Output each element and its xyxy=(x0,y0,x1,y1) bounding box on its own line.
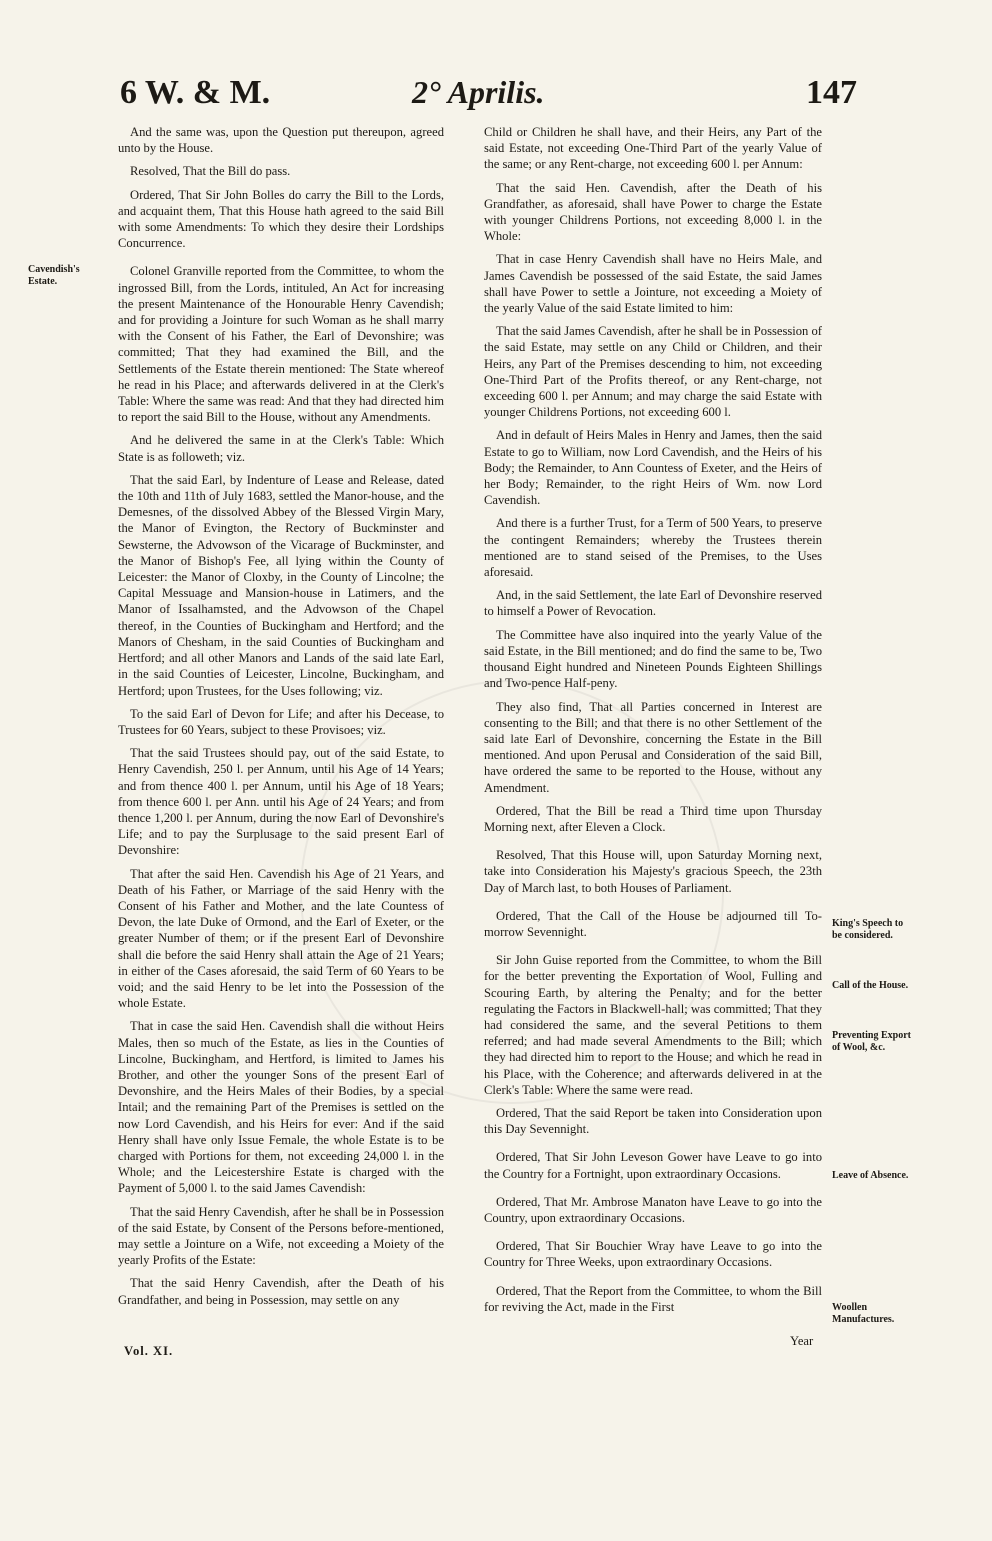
paragraph: That the said Henry Cavendish, after he shall be in Possession of the said Estate, by Consent of the Persons before-mentioned, may settle a Jointure on a Wife, not exceeding a Moiety of the yearly Profits of the Estate: xyxy=(118,1204,444,1268)
margin-note-call-house: Call of the House. xyxy=(832,980,909,991)
volume-footer: Vol. XI. xyxy=(124,1344,174,1358)
paragraph: That in case the said Hen. Cavendish shall die without Heirs Males, then so much of the Estate, as lies in the Counties of Lincolne, Buckingham, and Hertford, is limited to James his Brother, and other the younger Sons of the present Earl of Devonshire, and the Heirs Males of their Bodies, by a special Intail; and the remaining Part of the Premises is settled on the now Lord Cavendish, and his Heirs for ever: And if the said Henry shall have only Issue Female, the whole Estate is to be charged with Portions for them, not exceeding 24,000 l. in the Whole; and the Leicestershire Estate is charged with the Payment of 5,000 l. to the said James Cavendish: xyxy=(118,1019,444,1196)
paragraph: Resolved, That the Bill do pass. xyxy=(130,164,291,179)
paragraph: That the said Hen. Cavendish, after the Death of his Grandfather, as aforesaid, shall have Power to charge the Estate with younger Childrens Portions, not exceeding 8,000 l. in the Whole: xyxy=(484,180,822,244)
paragraph: That the said Henry Cavendish, after the Death of his Grandfather, and being in Possession, may settle on any xyxy=(118,1276,444,1307)
paragraph: That after the said Hen. Cavendish his Age of 21 Years, and Death of his Father, or Marriage of the said Henry with the Consent of his Father and Mother, and the late Countess of Devon, the late Duke of Ormond, and the Earl of Exeter, or the greater Number of them; or if the present Earl of Devonshire shall die before the said Henry shall attain the Age of 21 Years; in either of the Cases aforesaid, the said Term of 60 Years to be void; and the said Henry to be let into the Possession of the whole Estate. xyxy=(118,866,444,1011)
paragraph: And in default of Heirs Males in Henry and James, then the said Estate to go to William, now Lord Cavendish, and the Heirs of his Body; the Remainder, to Ann Countess of Exeter, and the Heirs of her Body; Remainder, to the right Heirs of Wm. now Lord Cavendish. xyxy=(484,428,822,508)
paragraph: Colonel Granville reported from the Committee, to whom the ingrossed Bill, from the Lords, intituled, An Act for increasing the present Maintenance of the Honourable Henry Cavendish; and for providing a Jointure for such Woman as he shall marry with the Consent of his Father, the Earl of Devonshire; was committed; That they had examined the Bill, and the Settlements of the Estate therein mentioned: The State whereof he read in his Place; and afterwards delivered in at the Clerk's Table: Where the same was read: And that they had directed him to report the said Bill to the House, without any Amendments. xyxy=(118,264,444,425)
paragraph: And he delivered the same in at the Clerk's Table: Which State is as followeth; viz. xyxy=(118,433,444,464)
paragraph: And, in the said Settlement, the late Earl of Devonshire reserved to himself a Power of Revocation. xyxy=(484,588,822,619)
page-header xyxy=(0,74,992,122)
margin-note-woollen: Woollen Manufactures. xyxy=(832,1302,895,1325)
catchword: Year xyxy=(790,1334,814,1348)
paragraph: Child or Children he shall have, and their Heirs, any Part of the said Estate, not exceeding One-Third Part of the yearly Value of the same; or any Rent-charge, not exceeding 600 l. per Annum: xyxy=(484,125,822,172)
paragraph: Ordered, That the Report from the Committee, to whom the Bill for reviving the Act, made in the First xyxy=(484,1283,822,1314)
paragraph: Resolved, That this House will, upon Saturday Morning next, take into Consideration his Majesty's gracious Speech, the 23th Day of March last, to both Houses of Parliament. xyxy=(484,848,822,895)
margin-note-wool: Preventing Export of Wool, &c. xyxy=(832,1030,911,1053)
paragraph: That in case Henry Cavendish shall have no Heirs Male, and James Cavendish be possessed of the said Estate, the said James shall have Power to settle a Jointure, not exceeding a Moiety of the yearly Value of the said Estate limited to him: xyxy=(484,252,822,316)
left-column xyxy=(118,124,444,1315)
paragraph: Ordered, That Mr. Ambrose Manaton have Leave to go into the Country, upon extraordinary Occasions. xyxy=(484,1194,822,1225)
paragraph: They also find, That all Parties concerned in Interest are consenting to the Bill; and that there is no other Settlement of the said late Earl of Devonshire, concerning the Estate in the Bill mentioned. And upon Perusal and Consideration of the said Bill, have ordered the same to be reported to the House, without any Amendment. xyxy=(484,699,822,795)
margin-note-kings-speech: King's Speech to be considered. xyxy=(832,918,904,941)
paragraph: That the said Earl, by Indenture of Lease and Release, dated the 10th and 11th of July 1683, settled the Manor-house, and the Demesnes, of the dissolved Abbey of the Blessed Virgin Mary, the Manor of Evington, the Rectory of Buckminster and Sewsterne, the Advowson of the Vicarage of Buckminster, and the Manor of Bishop's Fee, all lying within the County of Leicester: the Manor of Cloxby, in the County of Lincolne; the Capital Messuage and Mansion-house in Latimers, and the Manor of Issalhamsted, and the Advowson of the Chapel thereof, in the Counties of Buckingham and Hertford; and the Manors of Chesham, in the said Counties of Buckingham and Hertford; and all other Manors and Lands of the said late Earl, in the said Counties of Leicester, Lincolne, Buckingham, and Hertford; upon Trustees, for the Uses following; viz. xyxy=(118,472,444,698)
paragraph: Ordered, That the said Report be taken into Consideration upon this Day Sevennight. xyxy=(484,1105,822,1137)
paragraph: And there is a further Trust, for a Term of 500 Years, to preserve the contingent Remainders; whereby the Trustees therein mentioned are to stand seised of the Premises, to the Uses aforesaid. xyxy=(484,516,822,580)
regnal-year: 6 W. & M. xyxy=(120,74,271,111)
paragraph: Sir John Guise reported from the Committee, to whom the Bill for the better preventing the Exportation of Wool, Fulling and Scouring Earth, by altering the Penalty; and for the better regulating the Factors in Blackwell-hall; was committed; That they had considered the same, and the several Petitions to them referred; and had made several Amendments to the Bill; which they had directed him to report to the House; and which he read in his Place, with the Coherence; and afterwards delivered in at the Clerk's Table: Where the same were read. xyxy=(484,953,822,1097)
paragraph: That the said Trustees should pay, out of the said Estate, to Henry Cavendish, 250 l. per Annum, until his Age of 14 Years; and from thence 400 l. per Annum, until his Age of 18 Years; from thence 600 l. per Ann. until his Age of 24 Years; and from thence 1,200 l. per Annum, during the now Earl of Devonshire's Life; and to pay the Surplusage to the said present Earl of Devonshire: xyxy=(118,746,444,858)
paragraph: Ordered, That Sir John Bolles do carry the Bill to the Lords, and acquaint them, That this House hath agreed to the said Bill with some Amendments: To which they desire their Lordships Concurrence. xyxy=(118,187,444,251)
margin-note-cavendish: Cavendish's Estate. xyxy=(28,264,80,287)
paragraph: Ordered, That Sir John Leveson Gower have Leave to go into the Country for a Fortnight, upon extraordinary Occasions. xyxy=(484,1150,822,1181)
paragraph: Ordered, That the Call of the House be adjourned till To-morrow Sevennight. xyxy=(484,908,822,939)
page-number: 147 xyxy=(806,74,857,111)
right-column xyxy=(484,124,822,1322)
paragraph: That the said James Cavendish, after he shall be in Possession of the said Estate, may settle on any Child or Children, and their Heirs, any Part of the Premises descending to him, not exceeding One-Third Part of the Profits thereof, or any Rent-charge, not exceeding 600 l. per Annum; and may charge the said Estate with younger Childrens Portions, not exceeding 600 l. xyxy=(484,324,822,420)
paragraph: To the said Earl of Devon for Life; and after his Decease, to Trustees for 60 Years, subject to these Provisoes; viz. xyxy=(118,706,444,737)
margin-note-leave: Leave of Absence. xyxy=(832,1170,909,1181)
date-heading: 2° Aprilis. xyxy=(412,74,545,110)
paragraph: The Committee have also inquired into the yearly Value of the said Estate, in the Bill mentioned; and do find the same to be, Two thousand Eight hundred and Nineteen Pounds Eighteen Shillings and Two-pence Half-peny. xyxy=(484,627,822,691)
paragraph: Ordered, That the Bill be read a Third time upon Thursday Morning next, after Eleven a Clock. xyxy=(484,803,822,834)
paragraph: Ordered, That Sir Bouchier Wray have Leave to go into the Country for Three Weeks, upon extraordinary Occasions. xyxy=(484,1239,822,1270)
paragraph: And the same was, upon the Question put thereupon, agreed unto by the House. xyxy=(118,125,444,156)
